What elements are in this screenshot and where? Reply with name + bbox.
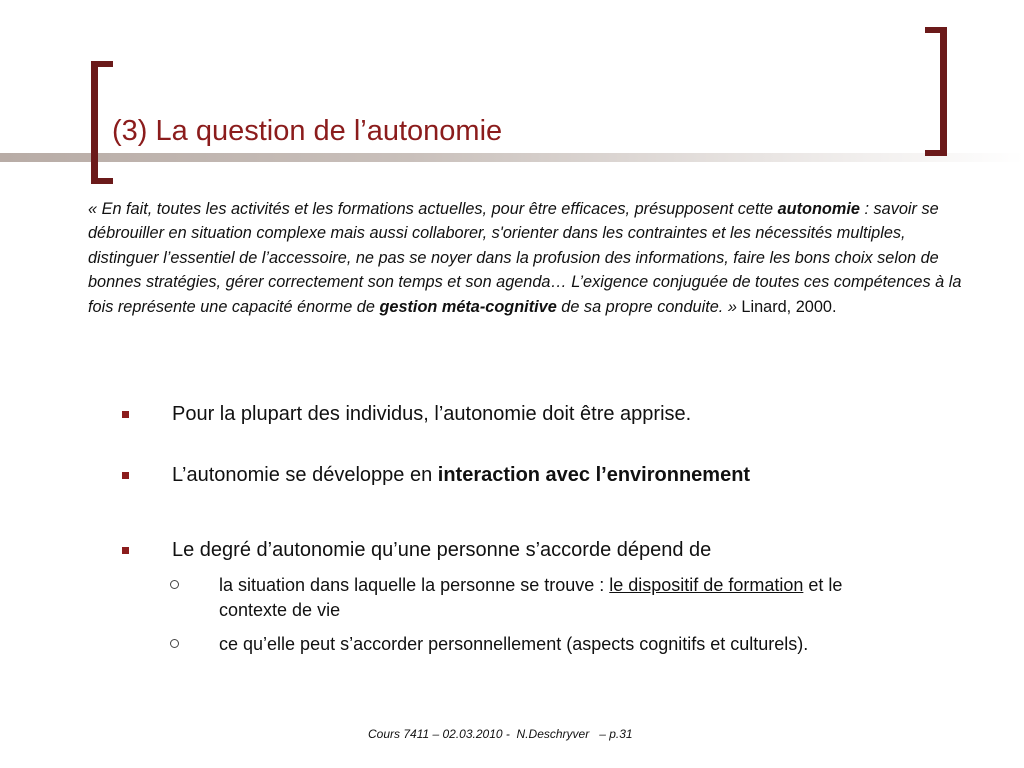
quote-bold-gestion: gestion méta-cognitive <box>379 297 557 316</box>
sub-bullet-underline-1: le dispositif de formation <box>609 575 804 595</box>
square-bullet-icon <box>122 411 129 418</box>
quote-bold-autonomie: autonomie <box>777 200 860 218</box>
circle-bullet-icon <box>170 639 179 648</box>
sub-bullet-text-1: la situation dans laquelle la personne se trouve : <box>219 575 610 595</box>
left-bracket-decoration <box>91 61 113 184</box>
title-divider-bar <box>0 153 1024 162</box>
quote-block <box>88 197 978 319</box>
bullet-text-3: Le degré d’autonomie qu’une personne s’accorde dépend de <box>172 539 712 561</box>
bullet-item-3 <box>172 538 711 562</box>
quote-text-3: de sa propre conduite. » <box>556 297 737 316</box>
square-bullet-icon <box>122 472 129 479</box>
bullet-item-1 <box>172 402 691 426</box>
quote-text-2: : savoir se débrouiller en situation complexe mais aussi collaborer, s'orienter dans les contraintes et les nécessités multiples, distinguer l’essentiel de l’accessoire, ne pas se noyer dans la profusion des informations, faire les bons choix selon de bonnes stratégies, gérer correctement son temps et son agenda… L’exigence conjuguée de toutes ces compétences à la fois représente une capacité énorme de <box>88 200 962 316</box>
bullet-bold-2: interaction avec l’environnement <box>437 464 751 486</box>
right-bracket-decoration <box>925 27 947 156</box>
slide-title: (3) La question de l’autonomie <box>112 115 503 147</box>
slide-footer: Cours 7411 – 02.03.2010 - N.Deschryver – p.31 <box>368 727 633 741</box>
quote-citation: Linard, 2000. <box>736 297 837 316</box>
sub-bullet-text-2: ce qu’elle peut s’accorder personnellement (aspects cognitifs et culturels). <box>219 634 809 654</box>
square-bullet-icon <box>122 547 129 554</box>
sub-bullet-item-2 <box>219 632 879 657</box>
bullet-text-1: Pour la plupart des individus, l’autonomie doit être apprise. <box>172 403 692 425</box>
sub-bullet-tail-1: et le contexte de vie <box>219 575 843 620</box>
circle-bullet-icon <box>170 580 179 589</box>
bullet-text-2: L’autonomie se développe en <box>172 464 438 486</box>
bullet-item-2 <box>172 463 750 487</box>
quote-text-1: « En fait, toutes les activités et les formations actuelles, pour être efficaces, présupposent cette <box>88 200 778 218</box>
sub-bullet-item-1 <box>219 573 879 623</box>
